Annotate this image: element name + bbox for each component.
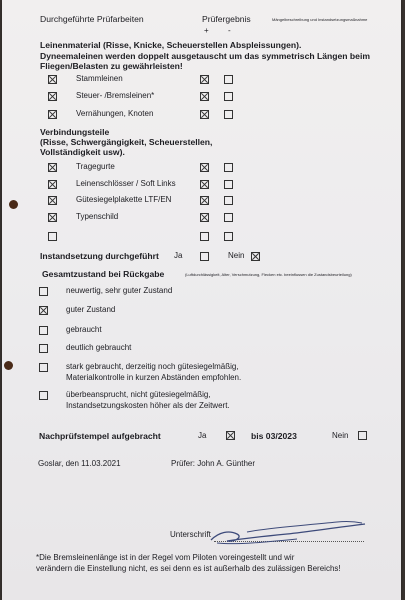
result-plus-checkbox[interactable]: [200, 110, 209, 119]
stamp-yes-checkbox[interactable]: [226, 431, 235, 440]
item-label: Stammleinen: [76, 74, 123, 83]
result-minus-checkbox[interactable]: [224, 213, 233, 222]
condition-heavily-used-checkbox[interactable]: [39, 363, 48, 372]
header-plus: +: [204, 26, 209, 35]
checkbox-tragegurte[interactable]: [48, 163, 57, 172]
condition-new-checkbox[interactable]: [39, 287, 48, 296]
condition-label: überbeansprucht, nicht gütesiegelmäßig,: [66, 390, 211, 399]
checkbox-stammleinen[interactable]: [48, 75, 57, 84]
condition-label: gebraucht: [66, 325, 102, 334]
header-result-column: Prüfergebnis: [202, 14, 251, 24]
result-minus-checkbox[interactable]: [224, 110, 233, 119]
result-plus-checkbox[interactable]: [200, 232, 209, 241]
repair-yes-checkbox[interactable]: [200, 252, 209, 261]
inspector-name: Prüfer: John A. Günther: [171, 459, 256, 468]
result-minus-checkbox[interactable]: [224, 92, 233, 101]
checkbox-empty[interactable]: [48, 232, 57, 241]
result-minus-checkbox[interactable]: [224, 196, 233, 205]
inspection-form-page: [2, 0, 401, 600]
condition-label: stark gebraucht, derzeitig noch gütesiegelmäßig,: [66, 362, 239, 371]
header-work-column: Durchgeführte Prüfarbeiten: [40, 14, 144, 24]
item-label: Vernähungen, Knoten: [76, 109, 154, 118]
condition-label-line2: Materialkontrolle in kurzen Abständen empfohlen.: [66, 373, 242, 382]
result-plus-checkbox[interactable]: [200, 75, 209, 84]
item-label: Gütesiegelplakette LTF/EN: [76, 195, 172, 204]
footnote-line-1: *Die Bremsleinenlänge ist in der Regel vom Piloten voreingestellt und wir: [36, 553, 295, 562]
stamp-no-label: Nein: [332, 431, 349, 440]
repair-yes-label: Ja: [174, 251, 183, 260]
lines-section-note-1: Dyneemaleinen werden doppelt ausgetauscht um das symmetrisch Längen beim: [40, 51, 370, 61]
item-label: Tragegurte: [76, 162, 115, 171]
stamp-no-checkbox[interactable]: [358, 431, 367, 440]
connectors-section-note-2: Vollständigkeit usw).: [40, 147, 125, 157]
item-label: Steuer- /Bremsleinen*: [76, 91, 155, 100]
result-minus-checkbox[interactable]: [224, 180, 233, 189]
condition-label-line2: Instandsetzungskosten höher als der Zeitwert.: [66, 401, 230, 410]
result-plus-checkbox[interactable]: [200, 180, 209, 189]
header-defects-column: Mängelbeschreibung und Instandsetzungsmaßnahme: [272, 17, 368, 22]
overall-title: Gesamtzustand bei Rückgabe: [42, 269, 165, 279]
lines-section-note-2: Fliegen/Belasten zu gewährleisten!: [40, 61, 183, 71]
result-plus-checkbox[interactable]: [200, 92, 209, 101]
repair-no-label: Nein: [228, 251, 245, 260]
stamp-valid-until: bis 03/2023: [251, 431, 297, 441]
repair-label: Instandsetzung durchgeführt: [40, 251, 159, 261]
checkbox-typenschild[interactable]: [48, 213, 57, 222]
overall-note: (Luftdurchlässigkeit, Alter, Verschmutzung, Flecken etc. beeinflussen die Zustandsbeurteilung): [185, 272, 352, 277]
checkbox-guetesiegel[interactable]: [48, 196, 57, 205]
result-minus-checkbox[interactable]: [224, 232, 233, 241]
punch-hole-top: [9, 200, 18, 209]
signature-label: Unterschrift: [170, 530, 211, 539]
checkbox-steuerleinen[interactable]: [48, 92, 57, 101]
signature-image: [207, 512, 372, 548]
connectors-section-title: Verbindungsteile: [40, 127, 110, 137]
stamp-yes-label: Ja: [198, 431, 207, 440]
result-plus-checkbox[interactable]: [200, 163, 209, 172]
condition-label: deutlich gebraucht: [66, 343, 132, 352]
checkbox-leinenschloesser[interactable]: [48, 180, 57, 189]
place-date: Goslar, den 11.03.2021: [38, 459, 121, 468]
condition-good-checkbox[interactable]: [39, 306, 48, 315]
result-plus-checkbox[interactable]: [200, 213, 209, 222]
result-plus-checkbox[interactable]: [200, 196, 209, 205]
checkbox-vernaehungen[interactable]: [48, 110, 57, 119]
result-minus-checkbox[interactable]: [224, 75, 233, 84]
item-label: Typenschild: [76, 212, 119, 221]
item-label: Leinenschlösser / Soft Links: [76, 179, 176, 188]
condition-label: guter Zustand: [66, 305, 116, 314]
connectors-section-note-1: (Risse, Schwergängigkeit, Scheuerstellen,: [40, 137, 213, 147]
result-minus-checkbox[interactable]: [224, 163, 233, 172]
condition-used-checkbox[interactable]: [39, 326, 48, 335]
punch-hole-bottom: [4, 361, 13, 370]
condition-clearly-used-checkbox[interactable]: [39, 344, 48, 353]
condition-overstressed-checkbox[interactable]: [39, 391, 48, 400]
stamp-label: Nachprüfstempel aufgebracht: [39, 431, 161, 441]
lines-section-title: Leinenmaterial (Risse, Knicke, Scheuerstellen Abspleissungen).: [40, 40, 302, 50]
condition-label: neuwertig, sehr guter Zustand: [66, 286, 173, 295]
repair-no-checkbox[interactable]: [251, 252, 260, 261]
header-minus: -: [228, 26, 231, 35]
footnote-line-2: verändern die Einstellung nicht, es sei denn es ist außerhalb des zulässigen Bereichs!: [36, 564, 341, 573]
